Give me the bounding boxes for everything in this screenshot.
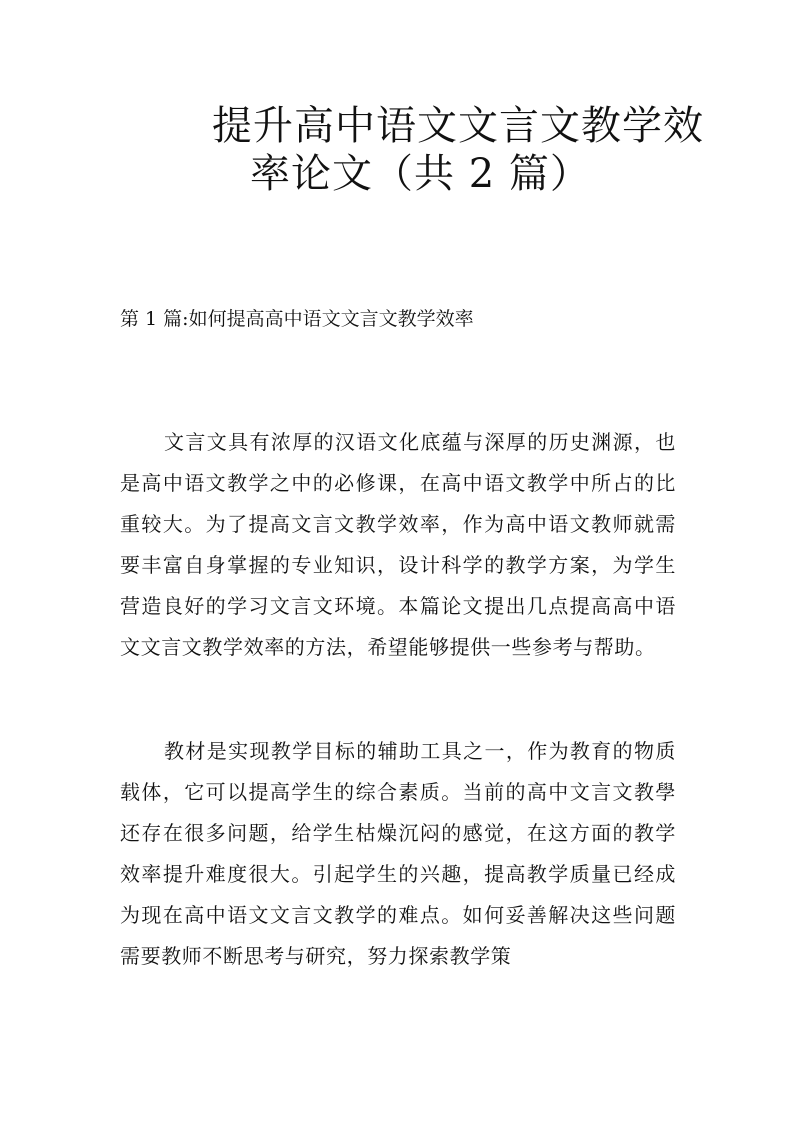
body-paragraph-2: 教材是实现教学目标的辅助工具之一，作为教育的物质载体，它可以提高学生的综合素质。当前的高中文言文教學还存在很多问题，给学生枯燥沉闷的感觉，在这方面的教学效率提升难度很大。引起学生的兴趣，提高教学质量已经成为现在高中语文文言文教学的难点。如何妥善解决这些问题需要教师不断思考与研究，努力探索教学策 [120,739,676,968]
section-heading: 第 1 篇:如何提高高中语文文言文教学效率 [120,308,474,330]
body-paragraph-1: 文言文具有浓厚的汉语文化底蕴与深厚的历史渊源，也是高中语文教学之中的必修课，在高中语文教学中所占的比重较大。为了提高文言文教学效率，作为高中语文教师就需要丰富自身掌握的专业知识，设计科学的教学方案，为学生营造良好的学习文言文环境。本篇论文提出几点提高高中语文文言文教学效率的方法，希望能够提供一些参考与帮助。 [120,430,676,659]
document-title-line-1: 提升高中语文文言文教学效 [212,103,704,149]
document-title-line-2: 率论文（共 2 篇） [250,151,591,197]
